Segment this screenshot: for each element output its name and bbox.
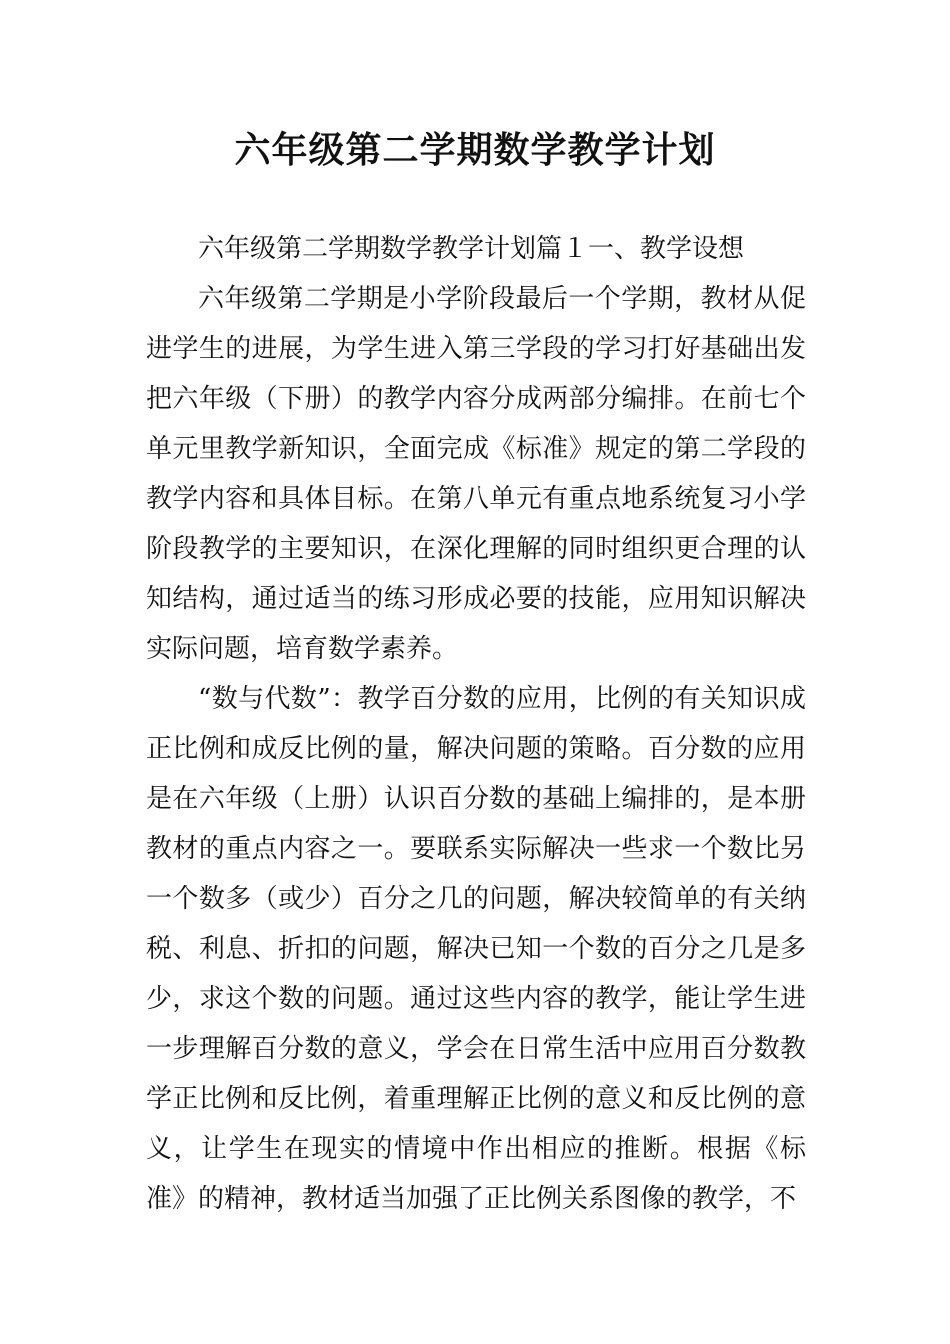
paragraph-intro: 六年级第二学期是小学阶段最后一个学期，教材从促进学生的进展，为学生进入第三学段的学习打好基础出发把六年级（下册）的教学内容分成两部分编排。在前七个单元里教学新知识，全面完成《标准》规定的第二学段的教学内容和具体目标。在第八单元有重点地系统复习小学阶段教学的主要知识，在深化理解的同时组织更合理的认知结构，通过适当的练习形成必要的技能，应用知识解决实际问题，培育数学素养。 <box>146 284 806 664</box>
document-title: 六年级第二学期数学教学计划 <box>234 129 716 171</box>
paragraph-number-algebra: “数与代数”：教学百分数的应用，比例的有关知识成正比例和成反比例的量，解决问题的策略。百分数的应用是在六年级（上册）认识百分数的基础上编排的，是本册教材的重点内容之一。要联系实际解决一些求一个数比另一个数多（或少）百分之几的问题，解决较简单的有关纳税、利息、折扣的问题，解决已知一个数的百分之几是多少，求这个数的问题。通过这些内容的教学，能让学生进一步理解百分数的意义，学会在日常生活中应用百分数教学正比例和反比例，着重理解正比例的意义和反比例的意义，让学生在现实的情境中作出相应的推断。根据《标准》的精神，教材适当加强了正比例关系图像的教学，不 <box>146 684 806 1214</box>
paragraph-heading: 六年级第二学期数学教学计划篇１一、教学设想 <box>198 234 745 264</box>
document-body <box>146 224 806 1224</box>
